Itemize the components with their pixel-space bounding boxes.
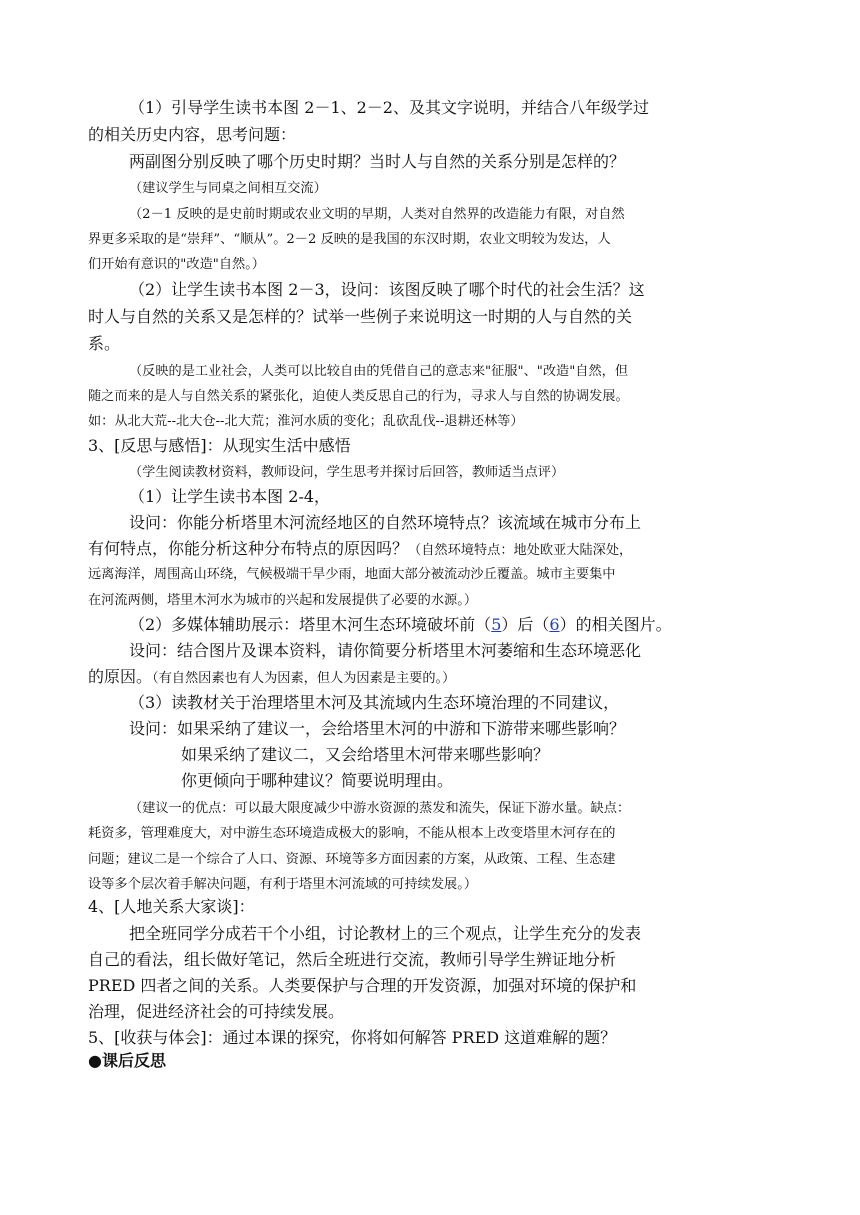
text-line: 你更倾向于哪种建议？简要说明理由。 [181,771,454,790]
note-line: 界更多采取的是“崇拜”、“顺从”。2－2 反映的是我国的东汉时期，农业文明较为发达，人 [88,232,611,247]
image-link-6[interactable]: 6 [549,615,560,634]
text-segment: 的原因。 [88,667,153,686]
section-heading: 5、[收获与体会]：通过本课的探究，你将如何解答 PRED 这道难解的题？ [88,1028,617,1047]
note-line: （2－1 反映的是史前时期或农业文明的早期，人类对自然界的改造能力有限，对自然 [129,207,625,222]
note-line: 在河流两侧，塔里木河水为城市的兴起和发展提供了必要的水源。） [88,593,478,608]
note-line: （反映的是工业社会，人类可以比较自由的凭借自己的意志来"征服"、"改造"自然，但 [129,364,629,379]
text-line [129,612,672,635]
note-line: 如：从北大荒--北大仓--北大荒；淮河水质的变化；乱砍乱伐--退耕还林等） [88,414,524,429]
note-line: 随之而来的是人与自然关系的紧张化，迫使人类反思自己的行为，寻求人与自然的协调发展。 [88,389,629,404]
text-line: 设问：如果采纳了建议一，会给塔里木河的中游和下游带来哪些影响？ [129,719,626,738]
text-line: 如果采纳了建议二，又会给塔里木河带来哪些影响？ [181,745,550,764]
bullet-icon: ● [88,1051,102,1070]
text-line: 自己的看法，组长做好笔记，然后全班进行交流，教师引导学生辨证地分析 [88,950,617,969]
text-line: （2）让学生读书本图 2－3，设问：该图反映了哪个时代的社会生活？这 [129,280,645,299]
text-line: 两副图分别反映了哪个历史时期？当时人与自然的关系分别是怎样的？ [129,152,626,171]
note-line: 设等多个层次着手解决问题，有利于塔里木河流域的可持续发展。） [88,877,478,892]
section-heading: 3、[反思与感悟]：从现实生活中感悟 [88,436,351,455]
text-line [88,664,455,687]
note-line: （学生阅读教材资料，教师设问，学生思考并探讨后回答，教师适当点评） [129,465,565,480]
text-segment: 有何特点，你能分析这种分布特点的原因吗？ [88,539,409,558]
note-segment: （有自然因素也有人为因素，但人为因素是主要的。） [152,671,456,686]
note-line: 们开始有意识的"改造"自然。） [88,257,265,272]
text-line: 的相关历史内容，思考问题： [88,125,297,144]
text-line [88,536,632,559]
note-line: （建议一的优点：可以最大限度减少中游水资源的蒸发和流失，保证下游水量。缺点： [129,801,631,816]
text-line: （1）让学生读书本图 2-4， [129,487,331,506]
note-line: 远离海洋，周围高山环绕，气候极端干旱少雨，地面大部分被流动沙丘覆盖。城市主要集中 [88,567,616,582]
image-link-5[interactable]: 5 [491,615,502,634]
section-heading: 4、[人地关系大家谈]： [88,897,255,916]
text-line: （1）引导学生读书本图 2－1、2－2、及其文字说明，并结合八年级学过 [129,98,649,117]
text-segment: （2）多媒体辅助展示：塔里木河生态环境破坏前（ [129,615,492,634]
text-segment: ）的相关图片。 [559,615,672,634]
text-line: （3）读教材关于治理塔里木河及其流域内生态环境治理的不同建议， [129,693,620,712]
text-line: 系。 [88,334,121,353]
heading-text: 课后反思 [101,1051,166,1070]
text-line: 时人与自然的关系又是怎样的？试举一些例子来说明这一时期的人与自然的关 [88,307,633,326]
text-line: 治理，促进经济社会的可持续发展。 [88,1002,345,1021]
text-line: 把全班同学分成若干个小组，讨论教材上的三个观点，让学生充分的发表 [129,924,642,943]
note-segment: （自然环境特点：地处欧亚大陆深处， [408,543,633,558]
text-line: PRED 四者之间的关系。人类要保护与合理的开发资源，加强对环境的保护和 [88,976,637,995]
note-line: （建议学生与同桌之间相互交流） [129,181,327,196]
note-line: 问题；建议二是一个综合了人口、资源、环境等多方面因素的方案，从政策、工程、生态建 [88,852,616,867]
text-line: 设问：结合图片及课本资料，请你简要分析塔里木河萎缩和生态环境恶化 [129,641,642,660]
text-line: 设问：你能分析塔里木河流经地区的自然环境特点？该流域在城市分布上 [129,513,642,532]
note-line: 耗资多，管理难度大，对中游生态环境造成极大的影响，不能从根本上改变塔里木河存在的 [88,826,616,841]
reflection-heading [88,1048,166,1071]
text-segment: ）后（ [501,615,550,634]
